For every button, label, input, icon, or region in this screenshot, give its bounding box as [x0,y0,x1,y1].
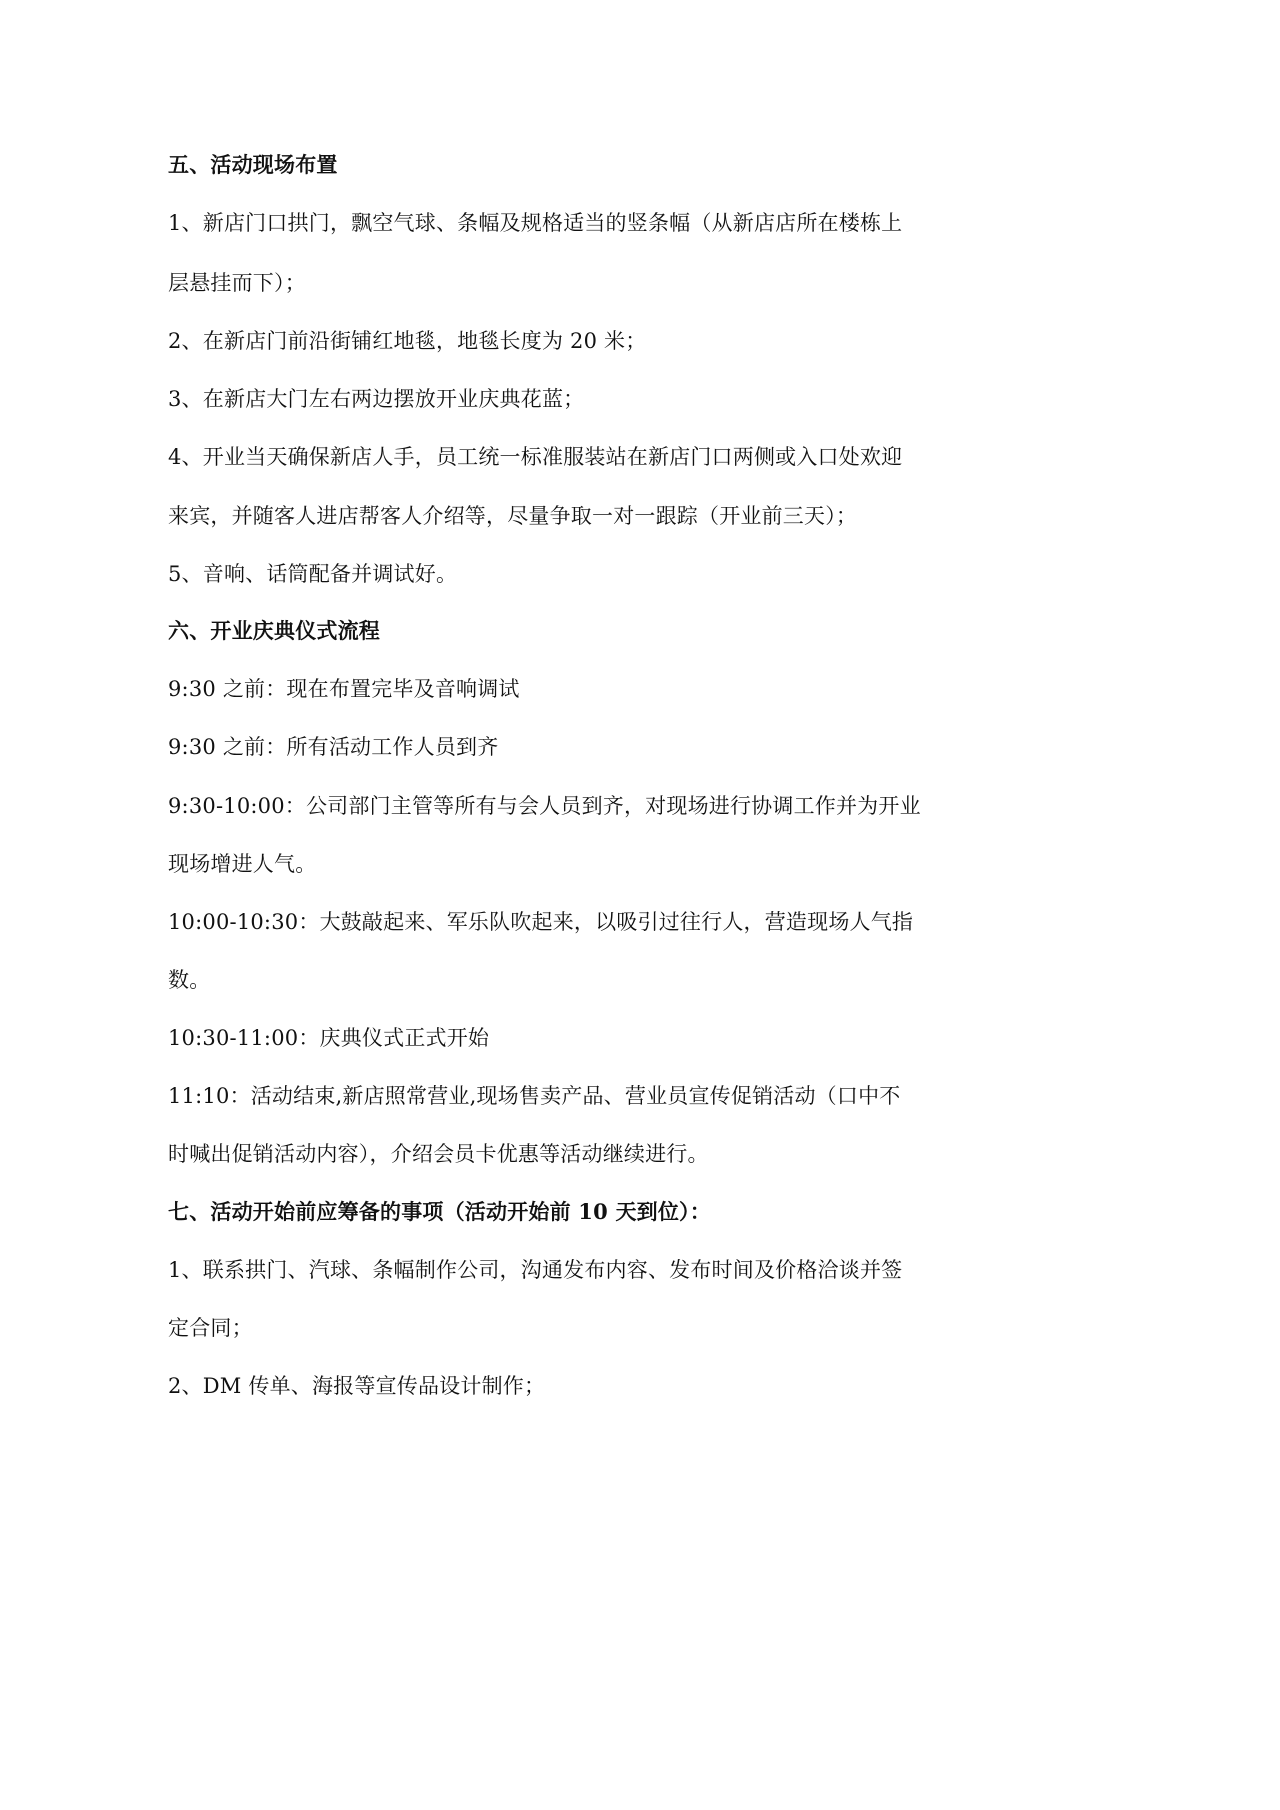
paragraph-line: 1、联系拱门、汽球、条幅制作公司，沟通发布内容、发布时间及价格洽谈并签 [168,1258,903,1282]
section-heading-7: 七、活动开始前应筹备的事项（活动开始前 10 天到位）： [168,1199,711,1224]
section-heading-6: 六、开业庆典仪式流程 [168,618,380,643]
paragraph-line: 来宾，并随客人进店帮客人介绍等，尽量争取一对一跟踪（开业前三天）； [168,504,858,528]
paragraph-line: 9:30 之前：现在布置完毕及音响调试 [168,677,520,701]
paragraph-line: 9:30-10:00：公司部门主管等所有与会人员到齐，对现场进行协调工作并为开业 [168,794,921,818]
paragraph-line: 3、在新店大门左右两边摆放开业庆典花蓝； [168,387,585,411]
paragraph-line: 定合同； [168,1316,253,1340]
paragraph-line: 5、音响、话筒配备并调试好。 [168,562,458,586]
paragraph-line: 10:00-10:30：大鼓敲起来、军乐队吹起来，以吸引过往行人，营造现场人气指 [168,910,914,934]
paragraph-line: 9:30 之前：所有活动工作人员到齐 [168,735,499,759]
section-heading-5: 五、活动现场布置 [168,152,338,177]
paragraph-line: 11:10：活动结束,新店照常营业,现场售卖产品、营业员宣传促销活动（口中不 [168,1084,901,1108]
paragraph-line: 1、新店门口拱门，飘空气球、条幅及规格适当的竖条幅（从新店店所在楼栋上 [168,211,903,235]
paragraph-line: 时喊出促销活动内容），介绍会员卡优惠等活动继续进行。 [168,1142,709,1166]
paragraph-line: 数。 [168,968,211,992]
paragraph-line: 2、在新店门前沿街铺红地毯，地毯长度为 20 米； [168,329,647,353]
paragraph-line: 层悬挂而下）； [168,271,306,295]
paragraph-line: 10:30-11:00：庆典仪式正式开始 [168,1026,490,1050]
paragraph-line: 现场增进人气。 [168,852,317,876]
paragraph-line: 2、DM 传单、海报等宣传品设计制作； [168,1374,546,1398]
paragraph-line: 4、开业当天确保新店人手，员工统一标准服装站在新店门口两侧或入口处欢迎 [168,445,903,469]
